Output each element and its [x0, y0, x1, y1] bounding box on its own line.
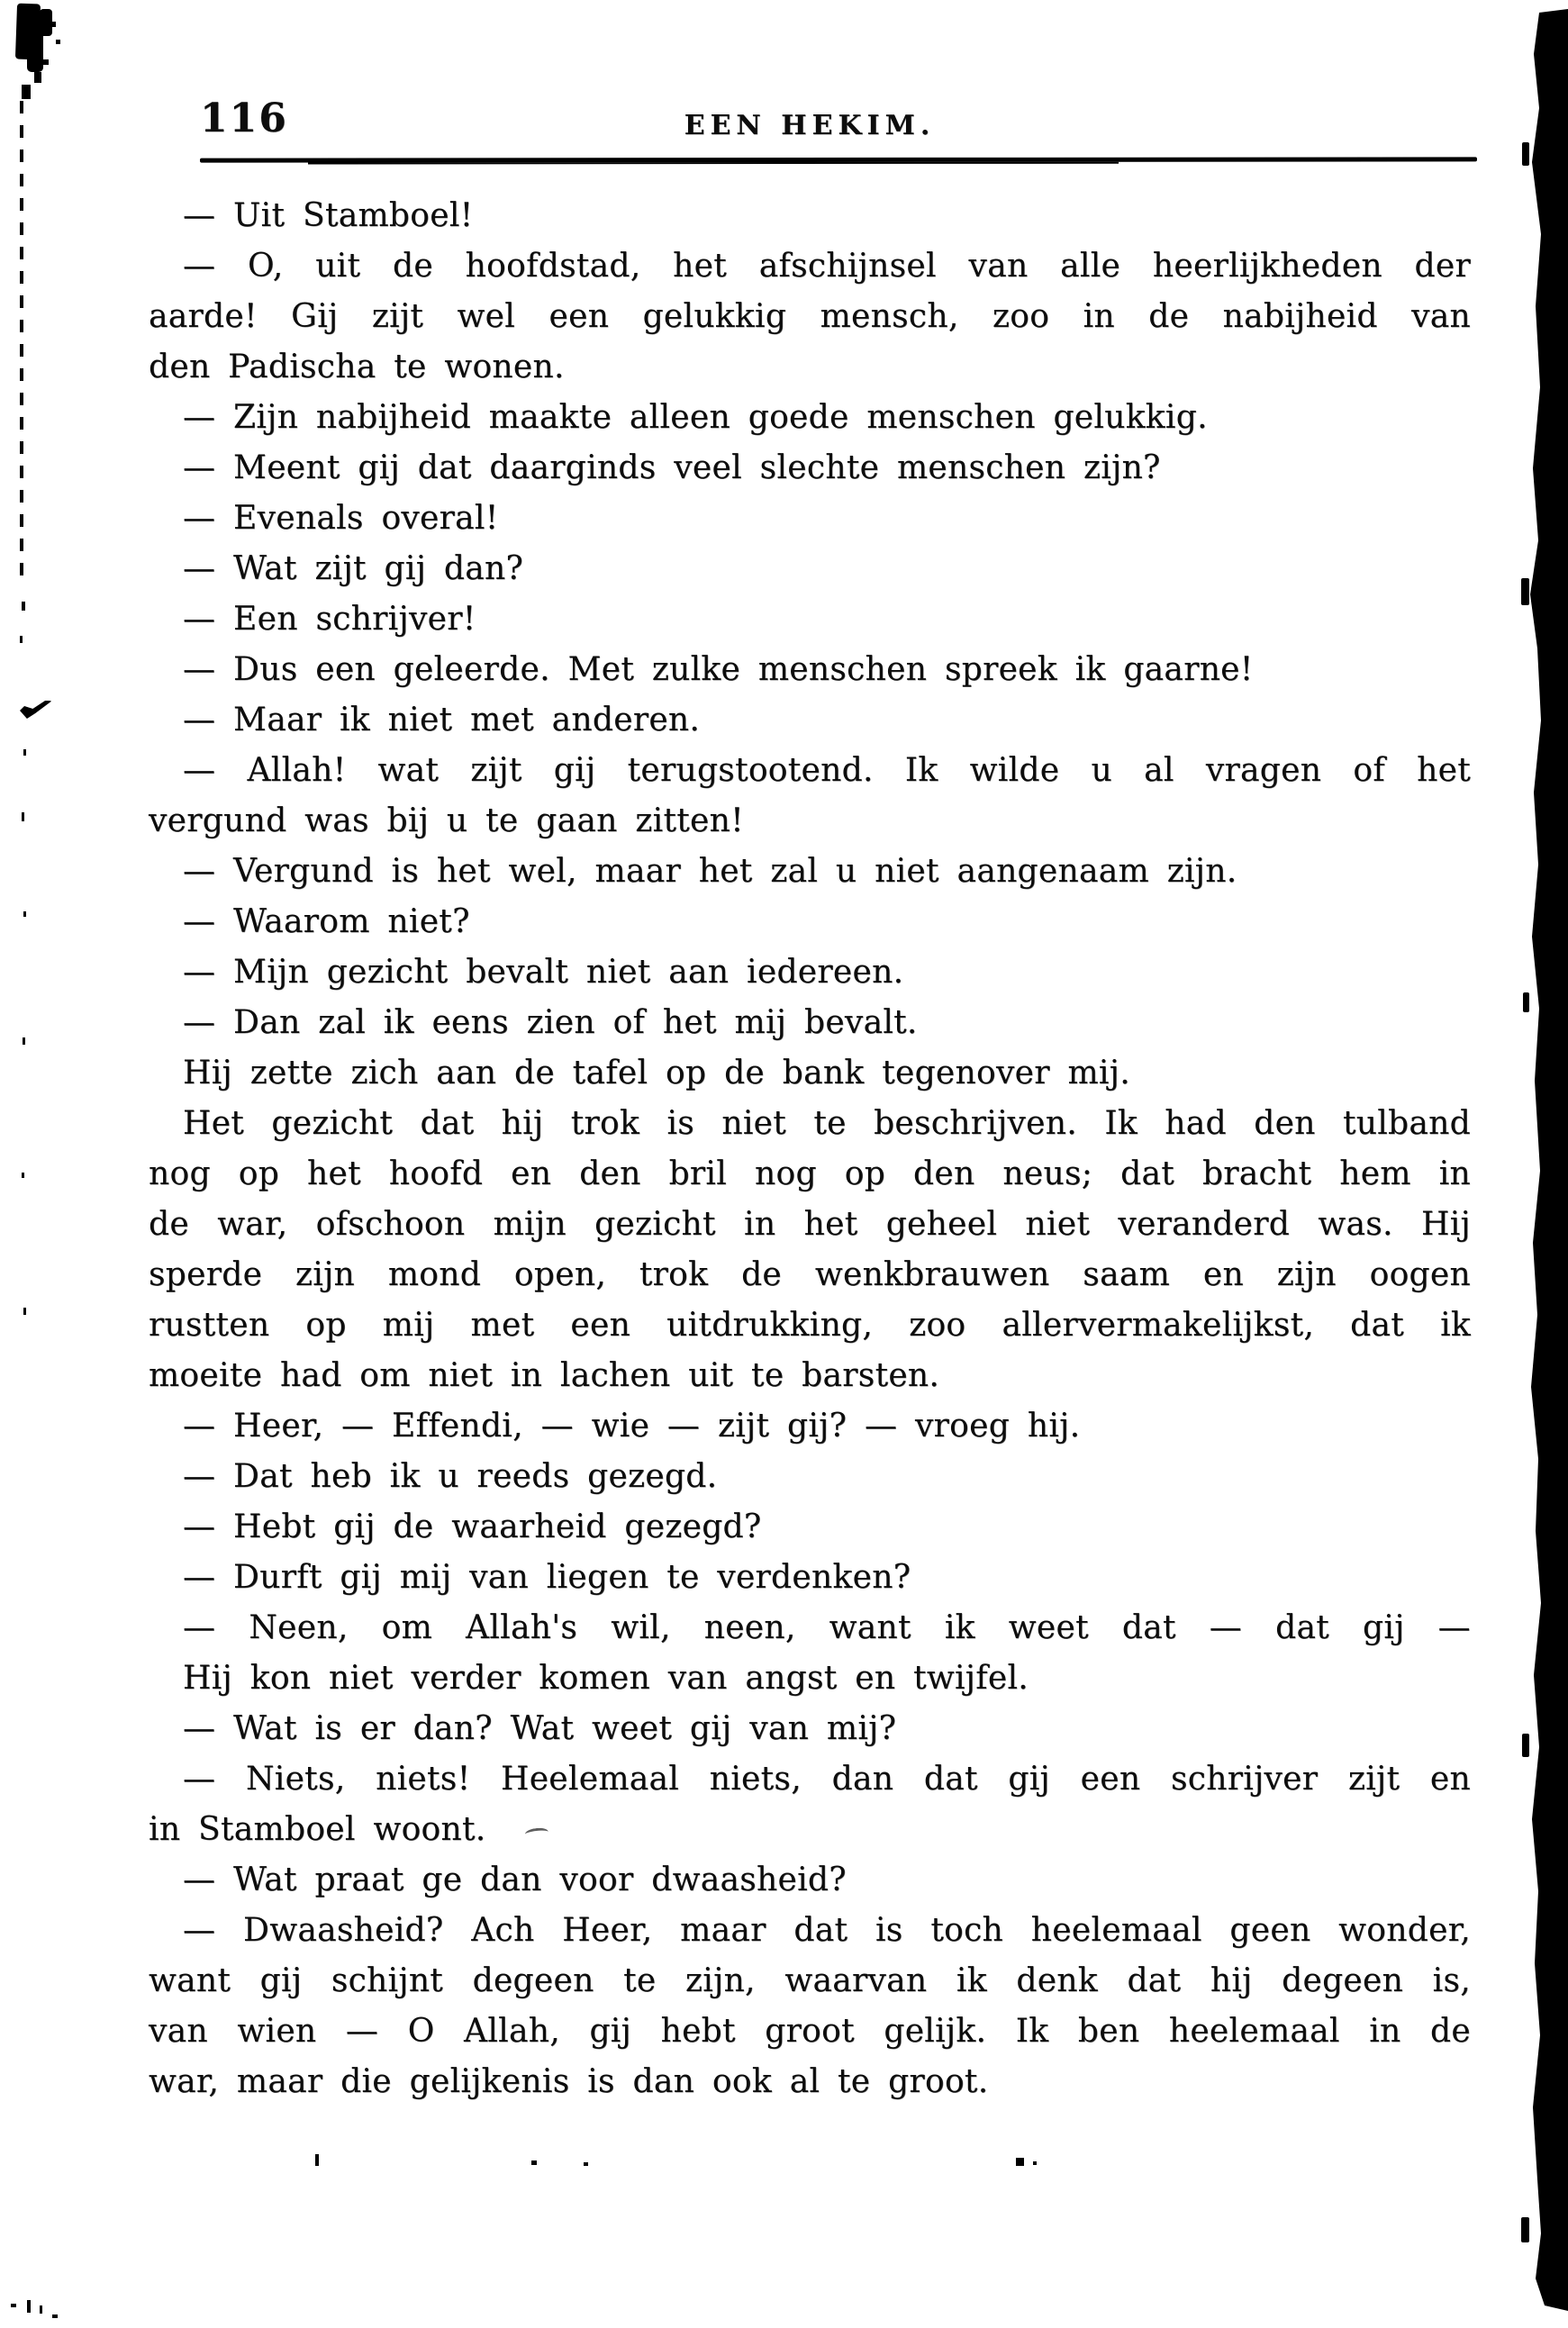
text-line: — Evenals overal! [183, 500, 499, 537]
page-number: 116 [200, 95, 288, 141]
text-line: — Vergund is het wel, maar het zal u niet aangenaam zijn. [183, 853, 1237, 890]
text-line: — Wat zijt gij dan? [183, 550, 524, 587]
scan-noise-speck [584, 2162, 588, 2166]
scan-noise-speck [531, 2160, 537, 2165]
text-line: — Allah! wat zijt gij terugstootend. Ik wilde u al vragen of het [183, 752, 1471, 789]
text-line: — Durft gij mij van liegen te verdenken? [183, 1559, 911, 1596]
scan-noise-blob [20, 701, 52, 719]
text-line: — O, uit de hoofdstad, het afschijnsel van alle heerlijkheden der [183, 248, 1471, 285]
text-line: nog op het hoofd en den bril nog op den neus; dat bracht hem in [149, 1155, 1471, 1192]
text-line: — Dwaasheid? Ach Heer, maar dat is toch heelemaal geen wonder, [183, 1912, 1471, 1949]
text-line: Het gezicht dat hij trok is niet te beschrijven. Ik had den tulband [183, 1105, 1471, 1142]
scan-noise-speck [52, 2314, 58, 2318]
scan-noise-speck [40, 2305, 42, 2314]
scan-noise-speck [1016, 2158, 1024, 2166]
text-line: Hij kon niet verder komen van angst en twijfel. [183, 1660, 1029, 1697]
scan-noise-speck [23, 1308, 26, 1315]
scan-noise-speck [22, 812, 24, 821]
text-line: moeite had om niet in lachen uit te barsten. [149, 1357, 940, 1394]
scan-noise-speck [20, 636, 23, 643]
text-line: de war, ofschoon mijn gezicht in het geheel niet veranderd was. Hij [149, 1206, 1471, 1243]
scan-noise-streak [20, 101, 23, 587]
scan-noise-speck [1033, 2161, 1037, 2165]
scan-noise-speck [27, 2300, 31, 2313]
text-line: rustten op mij met een uitdrukking, zoo allervermakelijkst, dat ik [149, 1307, 1471, 1344]
scan-noise-speck [22, 602, 25, 611]
scan-noise-speck [23, 749, 26, 756]
text-line: — Meent gij dat daarginds veel slechte menschen zijn? [183, 449, 1161, 486]
text-line: — Wat praat ge dan voor dwaasheid? [183, 1861, 847, 1898]
scan-noise-speck [11, 2304, 16, 2307]
scan-noise-speck [43, 59, 49, 65]
text-line: vergund was bij u te gaan zitten! [149, 802, 744, 839]
text-line: Hij zette zich aan de tafel op de bank tegenover mij. [183, 1055, 1130, 1092]
text-line: sperde zijn mond open, trok de wenkbrauwen saam en zijn oogen [149, 1256, 1471, 1293]
text-line: — Wat is er dan? Wat weet gij van mij? [183, 1710, 897, 1747]
text-line: — Hebt gij de waarheid gezegd? [183, 1508, 762, 1545]
text-line: aarde! Gij zijt wel een gelukkig mensch, zoo in de nabijheid van [149, 298, 1471, 335]
text-line: — Niets, niets! Heelemaal niets, dan dat gij een schrijver zijt en [183, 1761, 1471, 1798]
text-line: van wien — O Allah, gij hebt groot gelijk. Ik ben heelemaal in de [149, 2013, 1471, 2050]
text-line: — Waarom niet? [183, 903, 470, 940]
header-rule [200, 157, 1477, 162]
text-line: — Mijn gezicht bevalt niet aan iedereen. [183, 954, 904, 991]
scan-noise-speck [34, 72, 41, 83]
body-text [149, 191, 1471, 2107]
text-line: — Dus een geleerde. Met zulke menschen spreek ik gaarne! [183, 651, 1254, 688]
text-line: — Heer, — Effendi, — wie — zijt gij? — vroeg hij. [183, 1408, 1081, 1445]
scan-noise-speck [56, 40, 60, 44]
scan-noise-speck [22, 85, 31, 99]
scan-noise-speck [315, 2154, 319, 2166]
text-line: in Stamboel woont. [149, 1811, 486, 1848]
text-line: — Maar ik niet met anderen. [183, 702, 701, 738]
scan-noise-speck [50, 22, 56, 27]
text-line: — Een schrijver! [183, 601, 476, 638]
scan-noise-speck [23, 911, 26, 917]
scan-edge-band [1514, 0, 1568, 2328]
text-line: — Dat heb ik u reeds gezegd. [183, 1458, 718, 1495]
scan-noise-speck [22, 1173, 24, 1178]
text-line: — Neen, om Allah's wil, neen, want ik weet dat — dat gij — [183, 1609, 1471, 1646]
text-line: — Dan zal ik eens zien of het mij bevalt. [183, 1004, 918, 1041]
text-line: — Uit Stamboel! [183, 197, 474, 234]
text-line: den Padischa te wonen. [149, 349, 565, 385]
text-line: war, maar die gelijkenis is dan ook al te groot. [149, 2063, 989, 2100]
text-line: — Zijn nabijheid maakte alleen goede menschen gelukkig. [183, 399, 1208, 436]
text-line: want gij schijnt degeen te zijn, waarvan ik denk dat hij degeen is, [149, 1962, 1471, 1999]
scan-noise-speck [23, 1037, 25, 1045]
running-title: EEN HEKIM. [684, 110, 936, 141]
